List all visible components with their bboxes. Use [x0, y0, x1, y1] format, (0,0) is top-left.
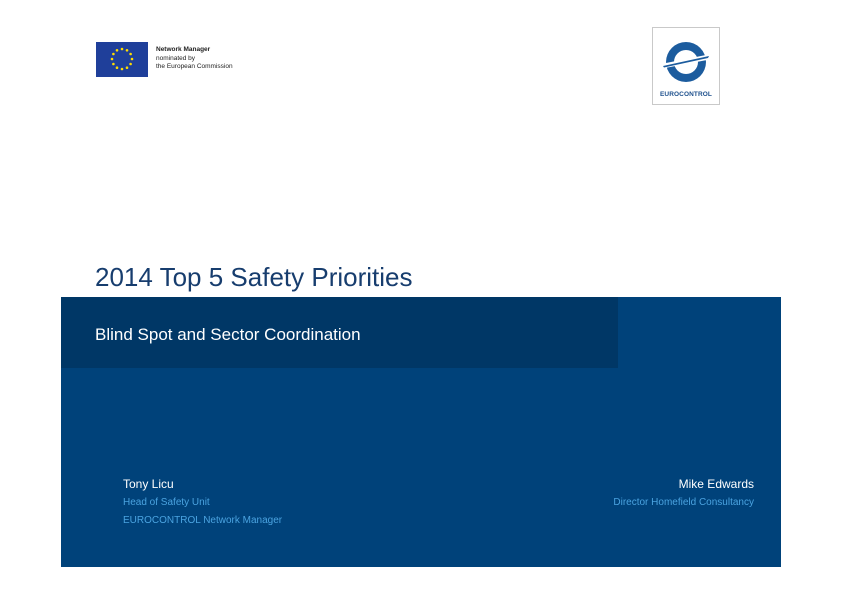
- eurocontrol-emblem-icon: [653, 34, 719, 94]
- presenter-left-role: Head of Safety Unit: [123, 497, 210, 508]
- presenter-right: [613, 477, 754, 512]
- presenter-left: [123, 477, 282, 530]
- page-subtitle: Blind Spot and Sector Coordination: [95, 325, 361, 344]
- presenter-right-name: Mike Edwards: [678, 477, 754, 491]
- presenter-left-name: Tony Licu: [123, 477, 174, 491]
- eurocontrol-label: EUROCONTROL: [659, 91, 712, 98]
- eurocontrol-logo: [652, 27, 720, 105]
- eu-logo-line3: the European Commission: [156, 63, 233, 70]
- eu-logo-line1: Network Manager: [156, 46, 211, 53]
- eu-flag-icon: [96, 42, 148, 77]
- presenter-left-org: EUROCONTROL Network Manager: [123, 515, 283, 526]
- eu-network-manager-logo: [96, 42, 233, 77]
- page-title: 2014 Top 5 Safety Priorities: [95, 262, 413, 292]
- eu-logo-line2: nominated by: [156, 54, 196, 62]
- presenter-right-role: Director Homefield Consultancy: [613, 497, 754, 508]
